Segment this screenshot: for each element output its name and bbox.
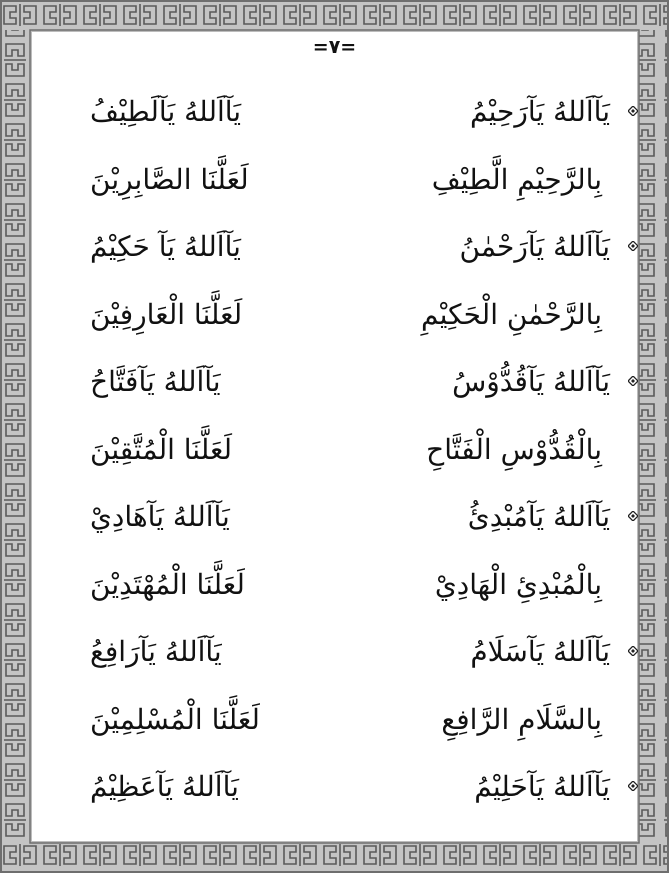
verse-row <box>90 692 610 760</box>
verse-right: يَآاَللهُ يَآسَلَامُ <box>470 635 610 668</box>
verse-row <box>90 557 610 625</box>
verse-right: بِالسَّلَامِ الرَّافِعِ <box>441 702 602 736</box>
verse-left: لَعَلَّنَا الْمُتَّقِيْنَ <box>90 432 233 466</box>
verse-row <box>90 354 610 422</box>
verse-left: يَآاَللهُ يَآهَادِيْ <box>90 500 230 533</box>
diamond-bullet-icon <box>628 646 638 656</box>
verse-row <box>90 84 610 152</box>
verse-right: بِالرَّحِيْمِ الَّطِيْفِ <box>431 162 602 196</box>
verse-left: لَعَلَّنَا الصَّابِرِيْنَ <box>90 162 249 196</box>
diamond-bullet-icon <box>628 376 638 386</box>
verse-left: يَآاَللهُ يَآفَتَّاحُ <box>90 365 221 398</box>
verse-right: بِالْقُدُّوْسِ الْفَتَّاحِ <box>426 432 602 466</box>
verse-row <box>90 759 610 827</box>
verse-right: يَآاَللهُ يَآرَحْمٰنُ <box>459 230 610 263</box>
verse-row <box>90 422 610 490</box>
verse-left: يَآاَللهُ يَآرَافِعُ <box>90 635 222 668</box>
diamond-bullet-icon <box>628 241 638 251</box>
verse-row <box>90 219 610 287</box>
verse-left: لَعَلَّنَا الْعَارِفِيْنَ <box>90 297 243 331</box>
verse-right: يَآاَللهُ يَآرَحِيْمُ <box>469 95 610 128</box>
diamond-bullet-icon <box>628 106 638 116</box>
diamond-bullet-icon <box>628 511 638 521</box>
verse-row <box>90 624 610 692</box>
verse-left: لَعَلَّنَا الْمُهْتَدِيْنَ <box>90 567 245 601</box>
verse-right: يَآاَللهُ يَآمُبْدِئُ <box>467 500 610 533</box>
verse-row <box>90 489 610 557</box>
diamond-bullet-icon <box>628 781 638 791</box>
verse-left: يَآاَللهُ يَآلَطِيْفُ <box>90 95 242 128</box>
verse-row <box>90 152 610 220</box>
verse-right: بِالْمُبْدِئِ الْهَادِيْ <box>434 567 602 601</box>
poem-body <box>90 84 610 827</box>
verse-row <box>90 287 610 355</box>
verse-left: لَعَلَّنَا الْمُسْلِمِيْنَ <box>90 702 260 736</box>
verse-left: يَآاَللهُ يَآ حَكِيْمُ <box>90 230 241 263</box>
verse-right: يَآاَللهُ يَآحَلِيْمُ <box>474 770 610 803</box>
verse-right: بِالرَّحْمٰنِ الْحَكِيْمِ <box>421 297 602 331</box>
verse-left: يَآاَللهُ يَآعَظِيْمُ <box>90 770 239 803</box>
page-number: =٧= <box>312 36 357 58</box>
verse-right: يَآاَللهُ يَآقُدُّوْسُ <box>452 365 610 398</box>
